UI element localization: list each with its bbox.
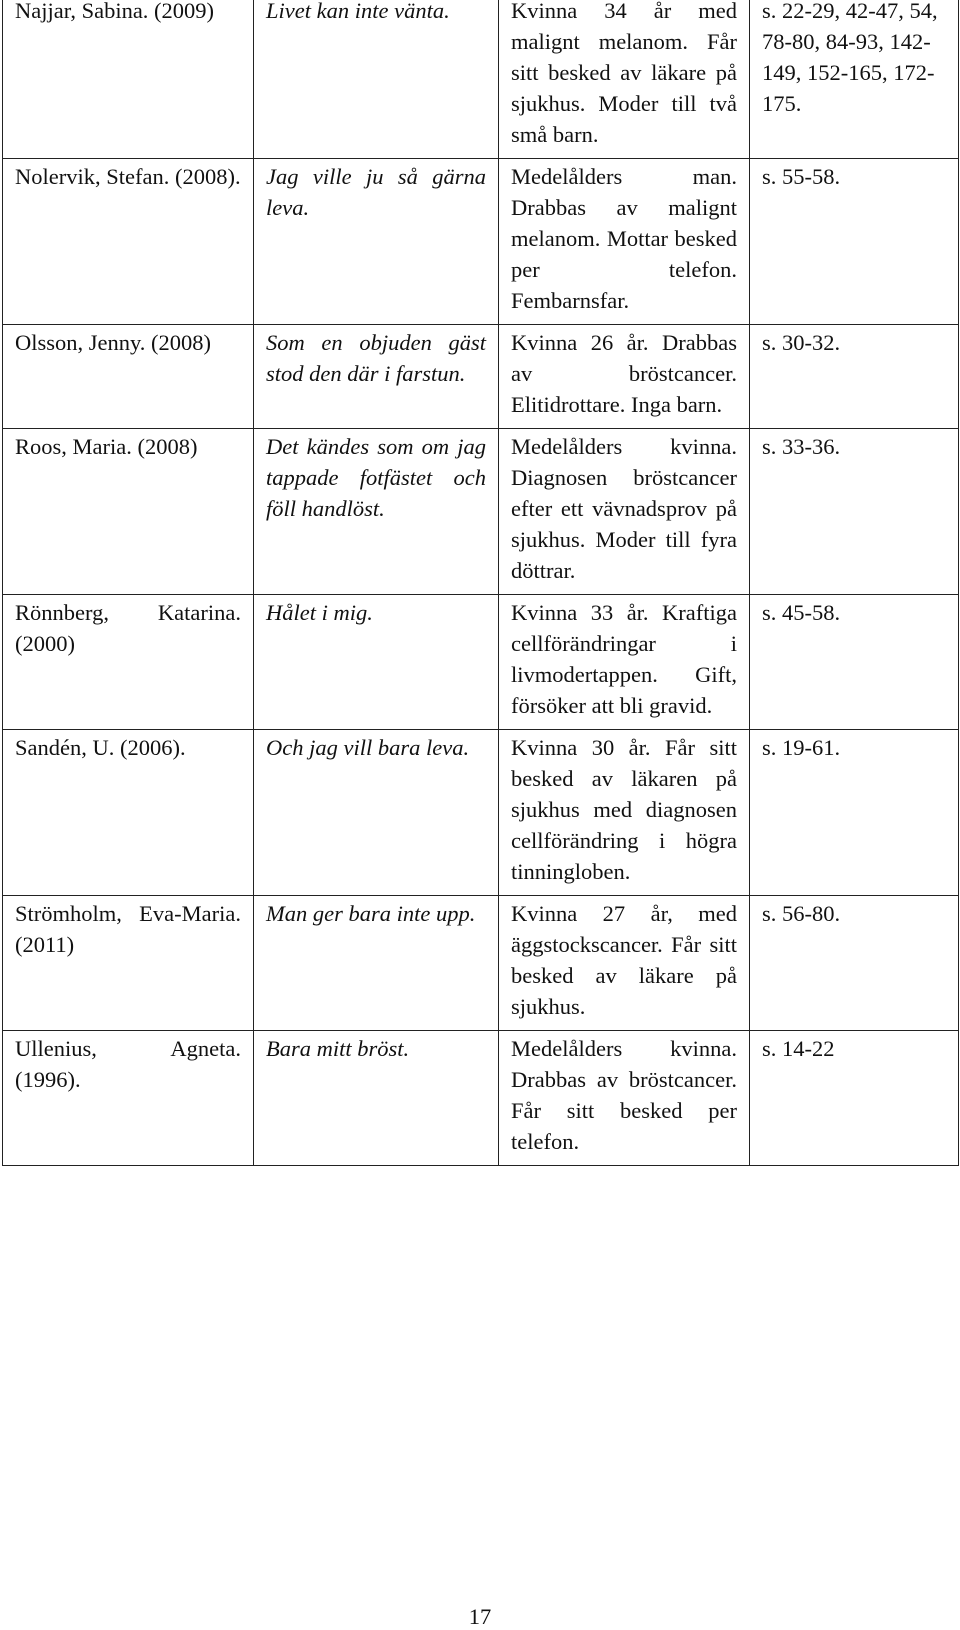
pages-cell bbox=[750, 1031, 959, 1166]
description-cell bbox=[499, 1031, 750, 1166]
pages-text: s. 22-29, 42-47, 54, 78-80, 84-93, 142-149, 152-165, 172-175. bbox=[762, 0, 938, 116]
title-text: Och jag vill bara leva. bbox=[266, 735, 470, 760]
description-cell bbox=[499, 429, 750, 595]
pages-text: s. 55-58. bbox=[762, 164, 841, 189]
pages-cell bbox=[750, 0, 959, 159]
description-text: Kvinna 26 år. Drabbas av bröstcancer. Elitidrottare. Inga barn. bbox=[511, 330, 737, 417]
author-cell bbox=[3, 595, 254, 730]
description-cell bbox=[499, 730, 750, 896]
author-text: Roos, Maria. (2008) bbox=[15, 434, 198, 459]
description-text: Kvinna 27 år, med äggstockscancer. Får sitt besked av läkare på sjukhus. bbox=[511, 901, 737, 1019]
title-cell bbox=[254, 325, 499, 429]
title-text: Hålet i mig. bbox=[266, 600, 373, 625]
description-cell bbox=[499, 595, 750, 730]
literature-table bbox=[2, 0, 959, 1166]
table-row bbox=[3, 730, 959, 896]
title-cell bbox=[254, 429, 499, 595]
pages-text: s. 30-32. bbox=[762, 330, 841, 355]
title-text: Som en objuden gäst stod den där i farstun. bbox=[266, 330, 486, 386]
author-cell bbox=[3, 1031, 254, 1166]
title-text: Bara mitt bröst. bbox=[266, 1036, 410, 1061]
title-cell bbox=[254, 730, 499, 896]
pages-cell bbox=[750, 159, 959, 325]
author-cell bbox=[3, 159, 254, 325]
table-row bbox=[3, 429, 959, 595]
table-row bbox=[3, 325, 959, 429]
title-cell bbox=[254, 595, 499, 730]
author-text: Olsson, Jenny. (2008) bbox=[15, 330, 212, 355]
author-text: Strömholm, Eva-Maria. (2011) bbox=[15, 901, 241, 957]
pages-cell bbox=[750, 896, 959, 1031]
description-text: Kvinna 30 år. Får sitt besked av läkaren på sjukhus med diagnosen cellförändring i högra tinningloben. bbox=[511, 735, 737, 884]
pages-cell bbox=[750, 325, 959, 429]
table-row bbox=[3, 159, 959, 325]
description-text: Kvinna 33 år. Kraftiga cellförändringar i livmodertappen. Gift, försöker att bli gravid. bbox=[511, 600, 737, 718]
pages-text: s. 45-58. bbox=[762, 600, 841, 625]
description-text: Kvinna 34 år med malignt melanom. Får sitt besked av läkare på sjukhus. Moder till två små barn. bbox=[511, 0, 737, 147]
author-text: Najjar, Sabina. (2009) bbox=[15, 0, 215, 23]
description-text: Medelålders man. Drabbas av malignt melanom. Mottar besked per telefon. Fembarnsfar. bbox=[511, 164, 737, 313]
pages-cell bbox=[750, 429, 959, 595]
title-cell bbox=[254, 1031, 499, 1166]
author-cell bbox=[3, 0, 254, 159]
description-text: Medelålders kvinna. Diagnosen bröstcancer efter ett vävnadsprov på sjukhus. Moder till fyra döttrar. bbox=[511, 434, 737, 583]
author-text: Sandén, U. (2006). bbox=[15, 735, 186, 760]
description-text: Medelålders kvinna. Drabbas av bröstcancer. Får sitt besked per telefon. bbox=[511, 1036, 737, 1154]
title-cell bbox=[254, 159, 499, 325]
pages-text: s. 56-80. bbox=[762, 901, 841, 926]
table-row bbox=[3, 0, 959, 159]
author-text: Nolervik, Stefan. (2008). bbox=[15, 164, 241, 189]
author-cell bbox=[3, 896, 254, 1031]
table-row bbox=[3, 896, 959, 1031]
pages-cell bbox=[750, 730, 959, 896]
pages-text: s. 19-61. bbox=[762, 735, 841, 760]
title-text: Jag ville ju så gärna leva. bbox=[266, 164, 486, 220]
table-row bbox=[3, 1031, 959, 1166]
author-cell bbox=[3, 325, 254, 429]
description-cell bbox=[499, 896, 750, 1031]
pages-cell bbox=[750, 595, 959, 730]
title-text: Livet kan inte vänta. bbox=[266, 0, 450, 23]
pages-text: s. 33-36. bbox=[762, 434, 841, 459]
table-row bbox=[3, 595, 959, 730]
description-cell bbox=[499, 325, 750, 429]
author-cell bbox=[3, 429, 254, 595]
title-text: Man ger bara inte upp. bbox=[266, 901, 476, 926]
title-cell bbox=[254, 896, 499, 1031]
description-cell bbox=[499, 0, 750, 159]
pages-text: s. 14-22 bbox=[762, 1036, 835, 1061]
title-cell bbox=[254, 0, 499, 159]
description-cell bbox=[499, 159, 750, 325]
page-number: 17 bbox=[468, 1604, 492, 1629]
author-text: Ullenius, Agneta. (1996). bbox=[15, 1036, 241, 1092]
title-text: Det kändes som om jag tappade fotfästet och föll handlöst. bbox=[266, 434, 486, 521]
author-cell bbox=[3, 730, 254, 896]
author-text: Rönnberg, Katarina. (2000) bbox=[15, 600, 241, 656]
